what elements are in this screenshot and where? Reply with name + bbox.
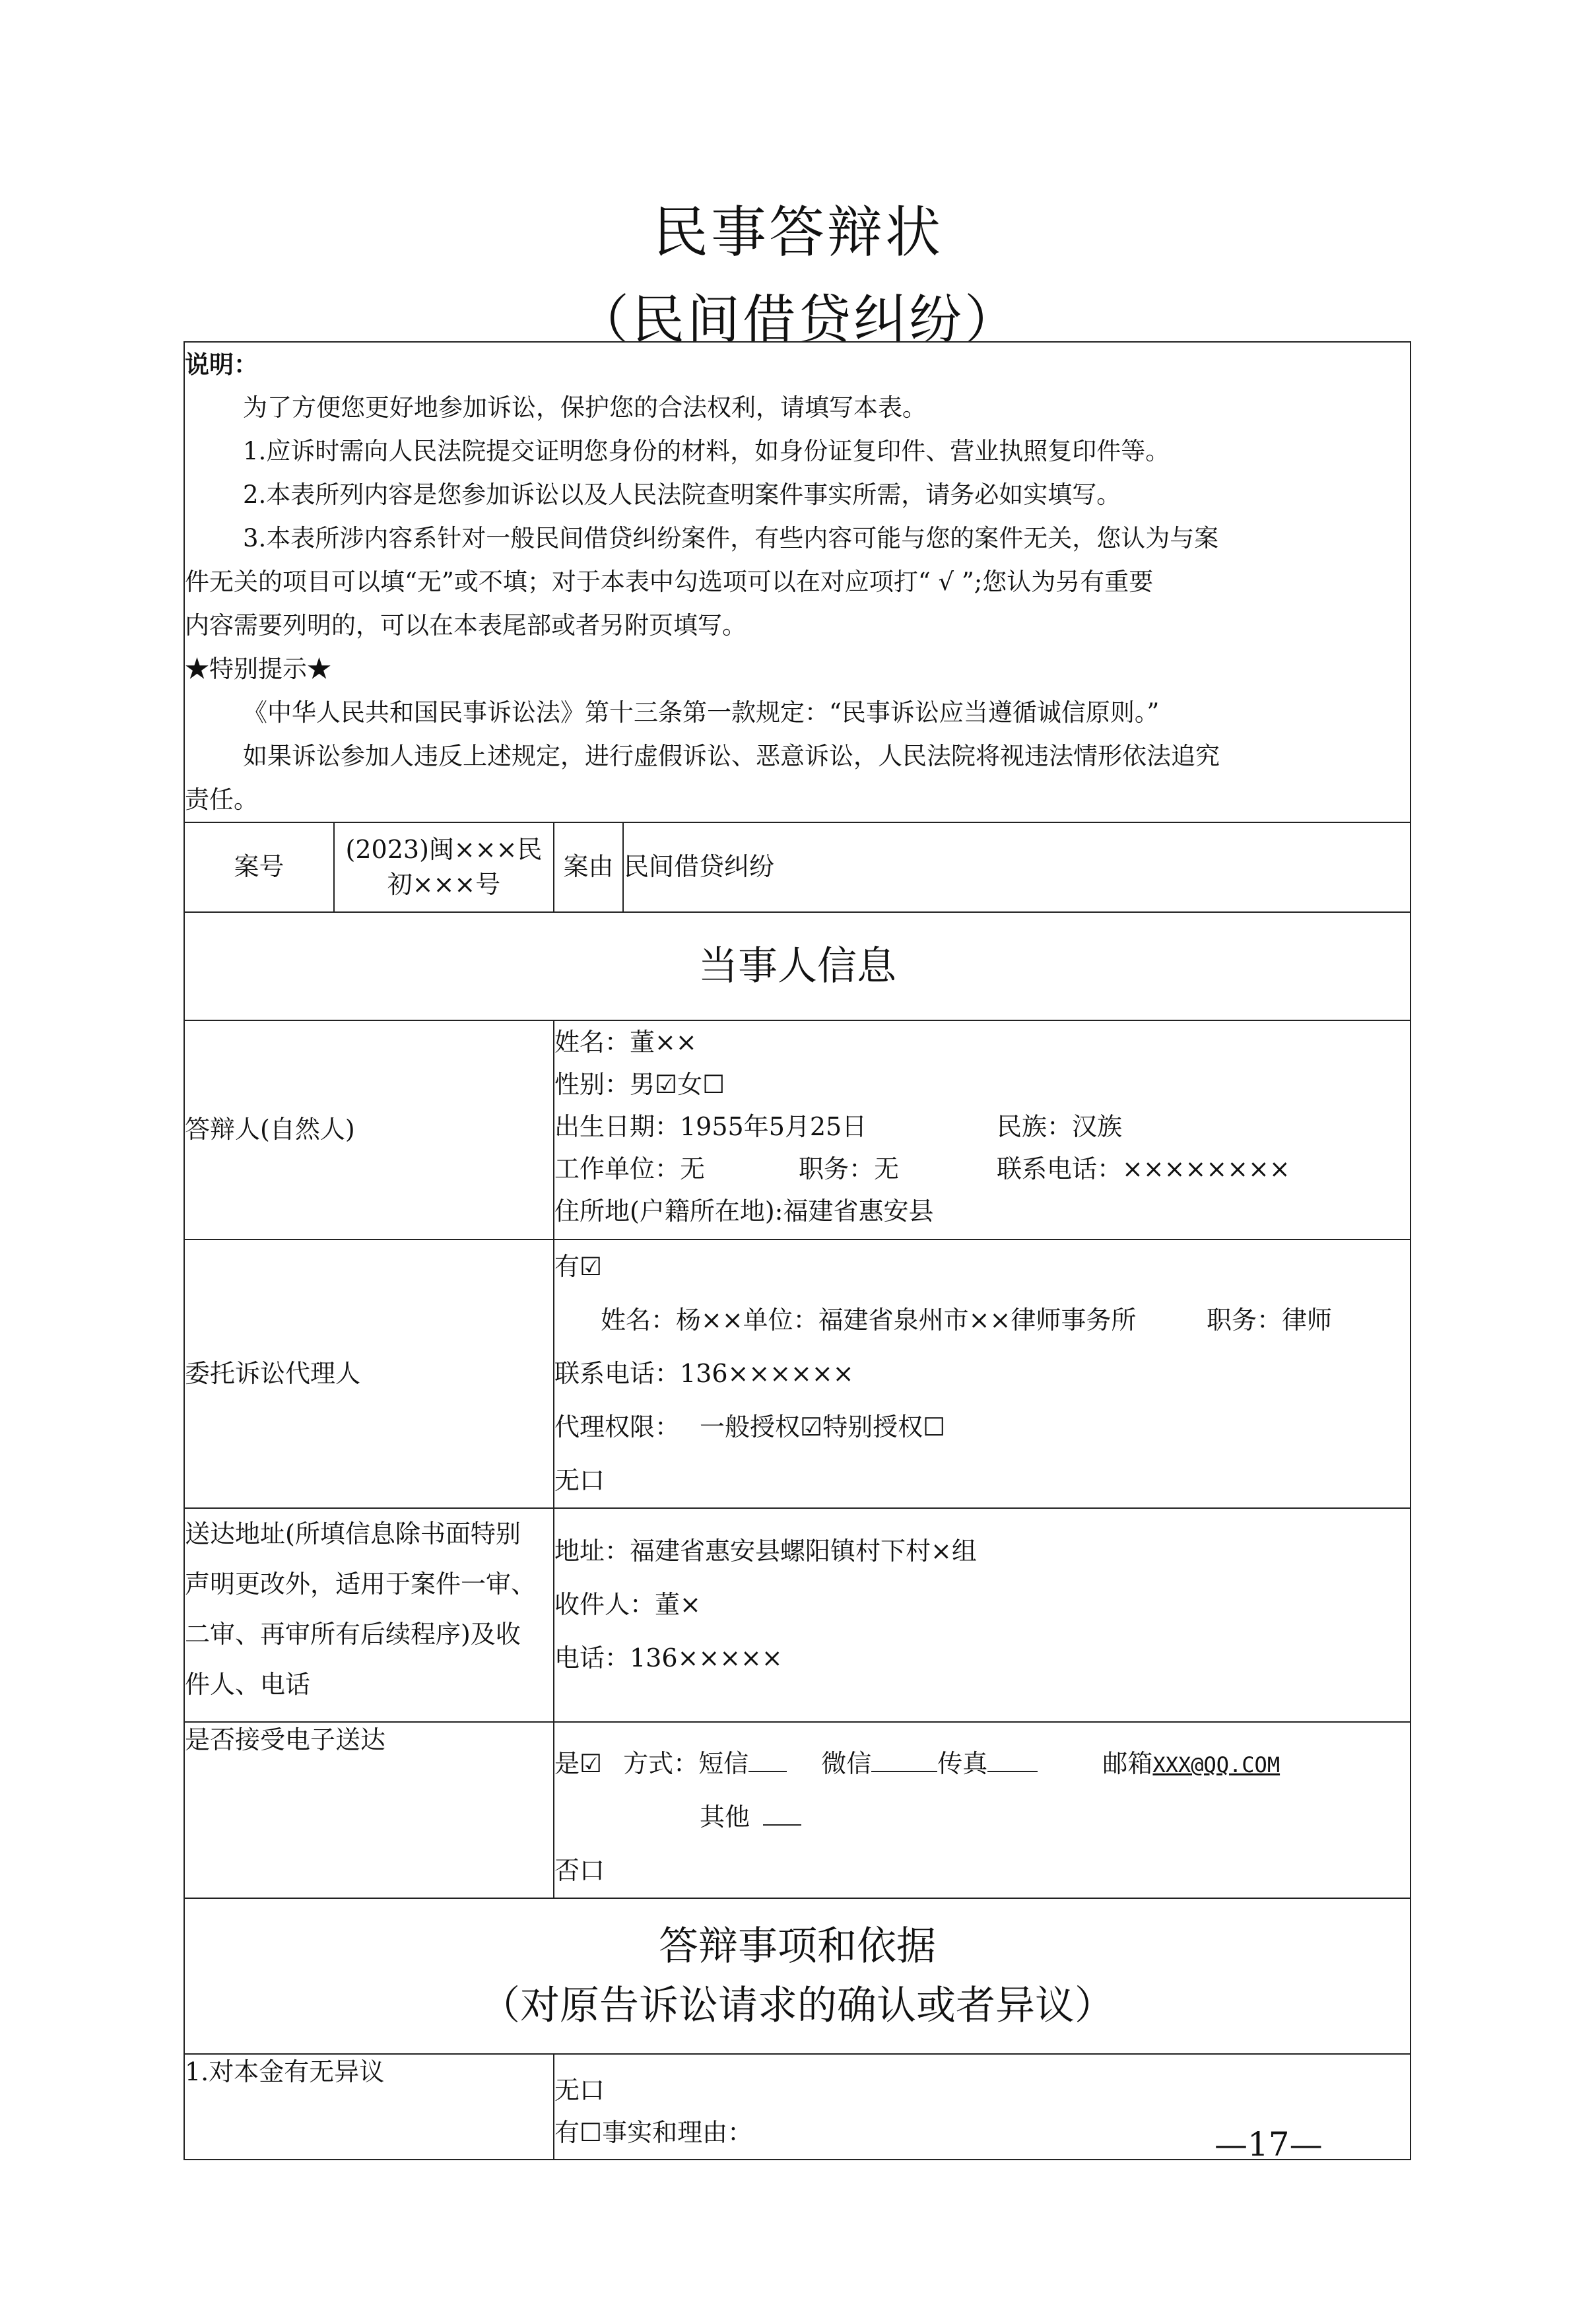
service-address: 地址：福建省惠安县螺阳镇村下村×组 [554,1537,977,1566]
defense-section-subtitle: （对原告诉讼请求的确认或者异议） [481,1983,1114,2029]
service-address-label-line: 件人、电话 [185,1670,311,1699]
instruction-line: 1.应诉时需向人民法院提交证明您身份的材料，如身份证复印件、营业执照复印件等。 [243,437,1170,465]
e-service-row [184,1722,1411,1898]
case-number-value: (2023)闽×××民初×××号 [334,822,554,912]
case-number-label: 案号 [184,822,334,912]
respondent-birth-ethnic [554,1106,1410,1148]
instruction-line: 件无关的项目可以填“无”或不填；对于本表中勾选项可以在对应项打“ √ ”;您认为另有重要 [185,568,1154,596]
sms-blank [748,1740,787,1772]
respondent-work-line [554,1148,1410,1190]
agent-row [184,1240,1411,1508]
agent-details [554,1240,1411,1508]
instructions-row [184,342,1411,822]
respondent-details [554,1020,1411,1240]
instructions-box [184,342,1411,822]
e-service-sms: 方式：短信 [623,1749,749,1778]
case-cause-value: 民间借贷纠纷 [623,822,1411,912]
agent-name-unit-line [554,1294,1410,1347]
service-phone: 电话：136××××× [554,1643,783,1672]
defense-section-row [184,1898,1411,2054]
e-service-email-label: 邮箱 [1102,1749,1153,1778]
service-address-label-line: 送达地址(所填信息除书面特别 [185,1519,521,1548]
instruction-line: 内容需要列明的，可以在本表尾部或者另附页填写。 [185,611,747,640]
service-address-label-line: 二审、再审所有后续程序)及收 [185,1620,521,1649]
case-cause-label: 案由 [554,822,623,912]
agent-authority-options: 一般授权☑特别授权☐ [700,1412,946,1441]
respondent-name: 姓名：董×× [554,1028,697,1057]
agent-label: 委托诉讼代理人 [184,1240,554,1508]
respondent-label: 答辩人(自然人) [184,1020,554,1240]
case-info-row [184,822,1411,912]
other-blank [763,1794,801,1826]
party-section-row [184,912,1411,1020]
document-subtitle: （民间借贷纠纷） [576,289,1020,350]
agent-none: 无口 [554,1466,605,1495]
e-service-yes: 是☑ [554,1749,603,1778]
respondent-position: 职务：无 [799,1154,900,1183]
respondent-work: 工作单位：无 [554,1154,706,1183]
fax-blank [987,1740,1038,1772]
defense-section-header [184,1898,1411,2054]
respondent-ethnic: 民族：汉族 [997,1112,1123,1141]
service-address-label-line: 声明更改外，适用于案件一审、 [185,1570,537,1599]
respondent-gender: 性别：男☑女☐ [554,1070,725,1099]
item1-label: 1.对本金有无异议 [184,2054,554,2160]
e-service-other: 其他 [700,1802,750,1832]
e-service-fax: 传真 [937,1749,988,1778]
special-notice-heading: ★特别提示★ [185,655,331,683]
e-service-email: XXX@QQ.COM [1152,1752,1280,1777]
respondent-birth: 出生日期：1955年5月25日 [554,1112,867,1141]
defense-section-title: 答辩事项和依据 [659,1923,936,1969]
instructions-heading: 说明： [185,350,258,379]
respondent-address: 住所地(户籍所在地):福建省惠安县 [554,1197,934,1226]
page-number: —17— [1214,2125,1323,2164]
special-notice-line: 《中华人民共和国民事诉讼法》第十三条第一款规定：“民事诉讼应当遵循诚信原则。” [243,698,1160,727]
e-service-other-line [554,1791,1410,1844]
item1-none: 无口 [554,2076,605,2105]
instruction-line: 2.本表所列内容是您参加诉讼以及人民法院查明案件事实所需，请务必如实填写。 [243,480,1121,509]
agent-position: 职务：律师 [1207,1306,1333,1335]
special-notice-line: 责任。 [185,785,258,814]
service-address-row [184,1508,1411,1722]
instruction-line: 为了方便您更好地参加诉讼，保护您的合法权利，请填写本表。 [243,393,927,422]
agent-authority-label: 代理权限： [554,1412,681,1441]
e-service-no: 否口 [554,1856,605,1885]
wechat-blank [871,1740,937,1772]
instruction-line: 3.本表所涉内容系针对一般民间借贷纠纷案件，有些内容可能与您的案件无关，您认为与案 [243,524,1219,552]
respondent-row [184,1020,1411,1240]
agent-phone: 联系电话：136×××××× [554,1359,854,1388]
agent-authority-line [554,1401,1410,1454]
special-notice-line: 如果诉讼参加人违反上述规定，进行虚假诉讼、恶意诉讼，人民法院将视违法情形依法追究 [243,742,1220,770]
item1-has: 有☐事实和理由： [554,2118,753,2147]
party-section-title: 当事人信息 [184,912,1411,1020]
service-address-details [554,1508,1411,1722]
defense-form-table [183,341,1411,2160]
service-address-label [184,1508,554,1722]
e-service-methods [554,1737,1410,1791]
e-service-label: 是否接受电子送达 [184,1722,554,1898]
respondent-phone: 联系电话：×××××××× [997,1154,1290,1183]
e-service-wechat: 微信 [821,1749,872,1778]
agent-has: 有☑ [554,1252,603,1281]
e-service-details [554,1722,1411,1898]
agent-name-unit: 姓名：杨××单位：福建省泉州市××律师事务所 [601,1306,1137,1335]
document-title: 民事答辩状 [652,200,943,265]
service-recipient: 收件人：董× [554,1590,701,1619]
